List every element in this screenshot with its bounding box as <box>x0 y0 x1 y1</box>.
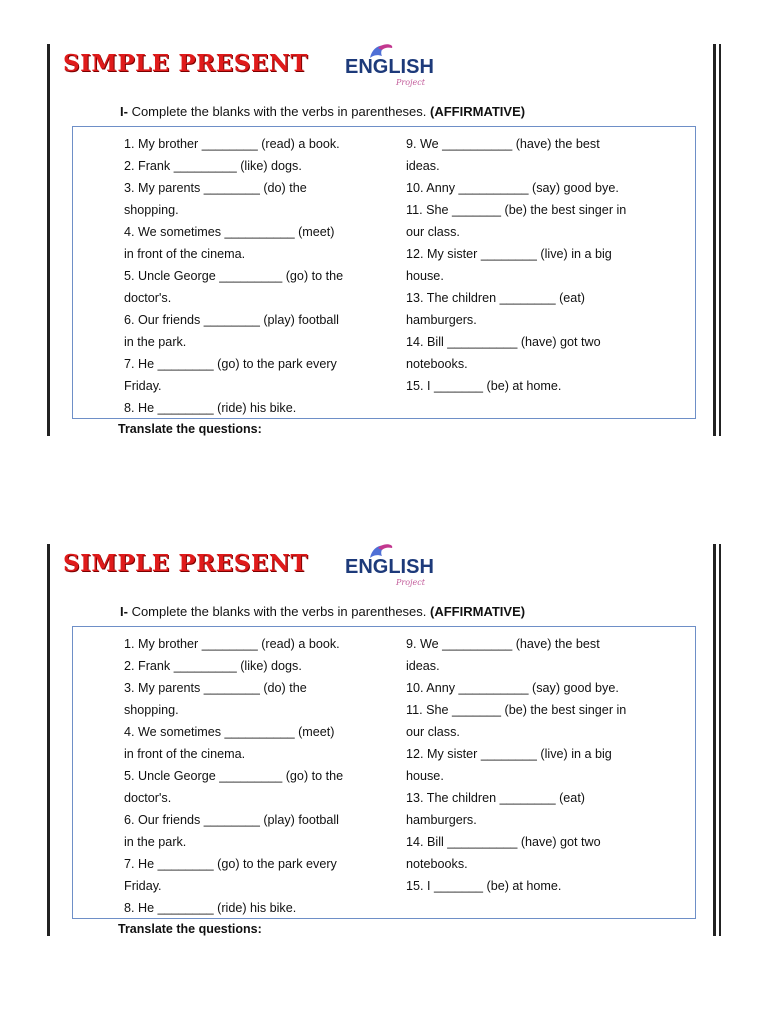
exercise-line: house. <box>406 269 444 283</box>
exercise-line: shopping. <box>124 703 179 717</box>
exercise-line: 6. Our friends ________ (play) football <box>124 313 339 327</box>
exercise-line: in the park. <box>124 335 187 349</box>
left-border-line <box>47 44 50 436</box>
instruction-text: Complete the blanks with the verbs in parentheses. <box>127 604 431 619</box>
exercise-line: hamburgers. <box>406 813 477 827</box>
exercise-line: notebooks. <box>406 857 468 871</box>
exercise-column-left <box>124 133 343 419</box>
instruction-bold: (AFFIRMATIVE) <box>430 104 526 119</box>
exercise-line: 15. I _______ (be) at home. <box>406 879 562 893</box>
right-border-line <box>713 44 716 436</box>
exercise-line: 13. The children ________ (eat) <box>406 791 586 805</box>
instruction-prefix: I- <box>120 604 128 619</box>
english-logo <box>340 542 432 594</box>
exercise-line: Friday. <box>124 879 162 893</box>
worksheet-title: SIMPLE PRESENT <box>63 550 309 577</box>
logo-subtext: Project <box>396 78 425 87</box>
exercise-line: 14. Bill __________ (have) got two <box>406 335 601 349</box>
instruction-bold: (AFFIRMATIVE) <box>430 604 526 619</box>
exercise-line: 1. My brother ________ (read) a book. <box>124 637 340 651</box>
exercise-line: 5. Uncle George _________ (go) to the <box>124 269 344 283</box>
exercise-line: 6. Our friends ________ (play) football <box>124 813 339 827</box>
exercise-line: hamburgers. <box>406 313 477 327</box>
exercise-line: 12. My sister ________ (live) in a big <box>406 747 612 761</box>
exercise-line: 12. My sister ________ (live) in a big <box>406 247 612 261</box>
exercise-line: in front of the cinema. <box>124 747 246 761</box>
exercise-box <box>72 626 696 919</box>
exercise-column-right <box>406 133 626 397</box>
exercise-line: 10. Anny __________ (say) good bye. <box>406 181 619 195</box>
exercise-line: 14. Bill __________ (have) got two <box>406 835 601 849</box>
exercise-line: 3. My parents ________ (do) the <box>124 681 307 695</box>
exercise-line: 3. My parents ________ (do) the <box>124 181 307 195</box>
exercise-line: 11. She _______ (be) the best singer in <box>406 703 627 717</box>
exercise-line: 11. She _______ (be) the best singer in <box>406 203 627 217</box>
exercise-box <box>72 126 696 419</box>
exercise-column-right <box>406 633 626 897</box>
exercise-line: 2. Frank _________ (like) dogs. <box>124 659 302 673</box>
exercise-line: 7. He ________ (go) to the park every <box>124 357 337 371</box>
instruction <box>120 104 525 119</box>
logo-text: ENGLISH <box>345 556 434 578</box>
logo-text: ENGLISH <box>345 56 434 78</box>
exercise-line: Friday. <box>124 379 162 393</box>
exercise-line: 8. He ________ (ride) his bike. <box>124 401 297 415</box>
right-border-line-inner <box>719 544 721 936</box>
exercise-line: 15. I _______ (be) at home. <box>406 379 562 393</box>
exercise-line: shopping. <box>124 203 179 217</box>
exercise-line: our class. <box>406 725 460 739</box>
translate-heading: Translate the questions: <box>118 422 262 436</box>
english-logo <box>340 42 432 94</box>
exercise-line: our class. <box>406 225 460 239</box>
exercise-line: doctor's. <box>124 291 172 305</box>
exercise-line: 9. We __________ (have) the best <box>406 637 600 651</box>
left-border-line <box>47 544 50 936</box>
worksheet-copy-2 <box>0 540 768 940</box>
exercise-column-left <box>124 633 343 919</box>
exercise-line: notebooks. <box>406 357 468 371</box>
exercise-line: in the park. <box>124 835 187 849</box>
exercise-line: 10. Anny __________ (say) good bye. <box>406 681 619 695</box>
exercise-line: in front of the cinema. <box>124 247 246 261</box>
right-border-line <box>713 544 716 936</box>
exercise-line: 8. He ________ (ride) his bike. <box>124 901 297 915</box>
worksheet-title: SIMPLE PRESENT <box>63 50 309 77</box>
exercise-line: 4. We sometimes __________ (meet) <box>124 725 335 739</box>
exercise-line: 9. We __________ (have) the best <box>406 137 600 151</box>
exercise-line: 5. Uncle George _________ (go) to the <box>124 769 344 783</box>
exercise-line: house. <box>406 769 444 783</box>
exercise-line: 7. He ________ (go) to the park every <box>124 857 337 871</box>
exercise-line: ideas. <box>406 659 440 673</box>
worksheet-copy-1 <box>0 40 768 440</box>
logo-subtext: Project <box>396 578 425 587</box>
exercise-line: 4. We sometimes __________ (meet) <box>124 225 335 239</box>
exercise-line: 2. Frank _________ (like) dogs. <box>124 159 302 173</box>
instruction <box>120 604 525 619</box>
exercise-line: doctor's. <box>124 791 172 805</box>
right-border-line-inner <box>719 44 721 436</box>
exercise-line: 1. My brother ________ (read) a book. <box>124 137 340 151</box>
exercise-line: 13. The children ________ (eat) <box>406 291 586 305</box>
translate-heading: Translate the questions: <box>118 922 262 936</box>
exercise-line: ideas. <box>406 159 440 173</box>
instruction-prefix: I- <box>120 104 128 119</box>
instruction-text: Complete the blanks with the verbs in parentheses. <box>127 104 431 119</box>
